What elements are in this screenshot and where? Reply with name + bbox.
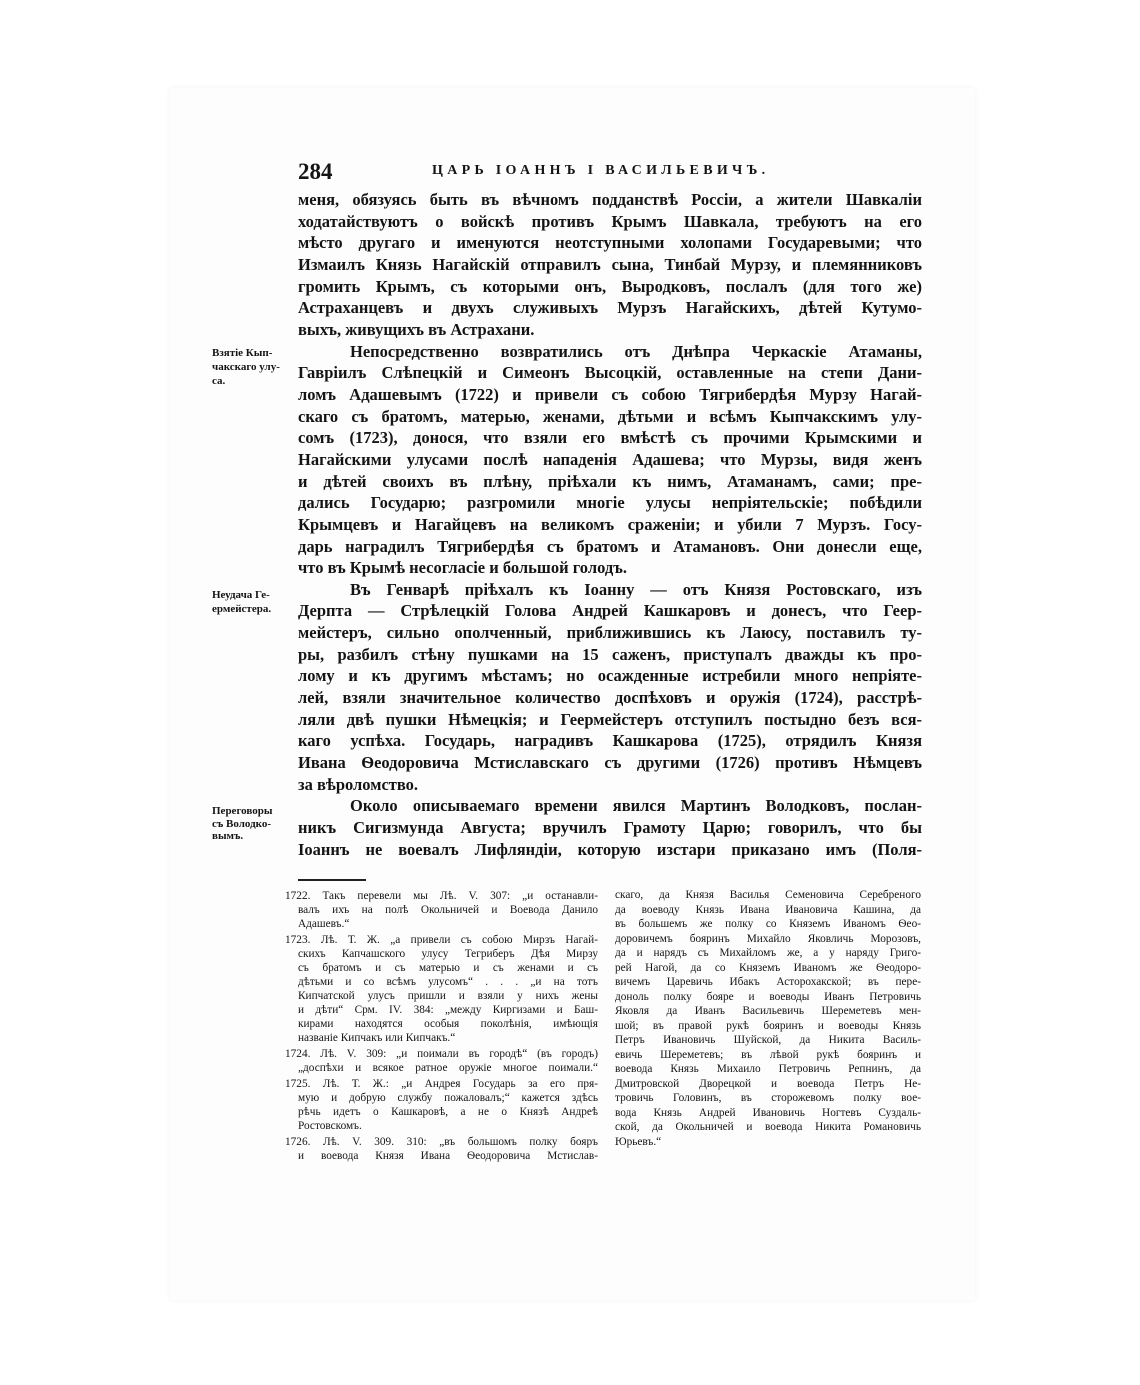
footnote-line: и воевода Князя Ивана Ѳеодоровича Мстислав- bbox=[298, 1150, 598, 1162]
page-number: 284 bbox=[298, 159, 333, 184]
body-line: Крымцевъ и Нагайцевъ на великомъ сраженіи; и убили 7 Мурзъ. Госу- bbox=[298, 514, 922, 534]
margin-note-kypchak-ulus bbox=[212, 346, 296, 388]
margin-note-heermeister-failure bbox=[212, 588, 296, 616]
footnote-line: названіе Кипчакъ или Кипчакъ.“ bbox=[298, 1032, 456, 1044]
body-line: выхъ, живущихъ въ Астрахани. bbox=[298, 319, 535, 339]
footnote-line: шой; въ правой рукѣ бояринъ и воеводы Князь bbox=[615, 1019, 921, 1032]
footnote-line: скихъ Капчашского улусу Тегриберъ Дѣя Мирзу bbox=[298, 948, 598, 960]
margin-note-line: чакскаго улу- bbox=[212, 361, 280, 373]
footnote-line: вода Князь Андрей Ивановичь Ногтевъ Суздаль- bbox=[615, 1106, 921, 1119]
body-line: Непосредственно возвратились отъ Днѣпра Черкаскіе Атаманы, bbox=[350, 341, 922, 361]
body-line: дарь наградилъ Тягрибердѣя съ братомъ и Атамановъ. Они донесли еще, bbox=[298, 536, 922, 556]
body-line: никъ Сигизмунда Августа; вручилъ Грамоту Царю; говорилъ, что бы bbox=[298, 818, 922, 838]
footnote-line: Дмитровской Дворецкой и воевода Петръ Не- bbox=[615, 1077, 921, 1090]
footnote-line: въ большемъ же полку со Княземъ Иваномъ Ѳео- bbox=[615, 918, 921, 930]
footnote-line: валъ ихъ на полѣ Окольничей и Воевода Данило bbox=[298, 904, 598, 916]
body-line: ломъ Адашевымъ (1722) и привели съ собою Тягрибердѣя Мурзу Нагай- bbox=[298, 384, 922, 404]
footnotes-right-column bbox=[615, 888, 921, 1149]
body-line: Астраханцевъ и двухъ служивыхъ Мурзъ Нагайскихъ, дѣтей Кутумо- bbox=[298, 298, 922, 318]
body-line: лей, взяли значительное количество доспѣховъ и оружія (1724), расстрѣ- bbox=[298, 688, 922, 708]
footnote-line: кирами находятся особыя поколѣнія, имѣющія bbox=[298, 1018, 598, 1030]
footnote-line: да воеводу Князь Ивана Ивановича Кашина, да bbox=[615, 903, 921, 916]
body-line: Дерпта — Стрѣлецкій Голова Андрей Кашкаровъ и донесъ, что Геер- bbox=[298, 601, 922, 621]
running-title: ЦАРЬ ІОАННЪ І ВАСИЛЬЕВИЧЪ. bbox=[432, 163, 770, 178]
body-line: Въ Генварѣ пріѣхалъ къ Іоанну — отъ Князя Ростовскаго, изъ bbox=[350, 579, 922, 599]
footnote-line: и дѣти“ Срм. IV. 384: „между Киргизами и Баш- bbox=[298, 1004, 598, 1016]
footnote-line: воевода Князь Михаило Петровичь Репнинъ, да bbox=[615, 1063, 921, 1075]
body-line: и дѣтей своихъ въ плѣну, пріѣхали къ нимъ, Атаманамъ, сами; пре- bbox=[298, 471, 922, 491]
body-line: мѣсто другаго и именуются неотступными холопами Государевыми; что bbox=[298, 233, 922, 253]
footnote-line: 1726. Лѣ. V. 309. 310: „въ большомъ полку бояръ bbox=[285, 1136, 598, 1148]
body-line: каго успѣха. Государь, наградивъ Кашкарова (1725), отрядилъ Князя bbox=[298, 731, 922, 751]
footnote-line: 1723. Лѣ. Т. Ж. „а привели съ собою Мирзъ Нагай- bbox=[285, 934, 598, 946]
footnote-line: рей Нагой, да со Княземъ Иваномъ же Ѳеодоро- bbox=[615, 961, 921, 974]
footnote-line: 1724. Лѣ. V. 309: „и поимали въ городѣ“ (въ городъ) bbox=[285, 1048, 598, 1060]
footnote-line: доноль полку бояре и воеводы Иванъ Петровичь bbox=[615, 990, 921, 1003]
footnote-line: тровичь Головинъ, въ сторожевомъ полку вое- bbox=[615, 1092, 921, 1104]
body-line: скаго съ братомъ, матерью, женами, дѣтьми и всѣмъ Кыпчакскимъ улу- bbox=[298, 406, 922, 426]
margin-note-line: Переговоры bbox=[212, 805, 273, 817]
footnote-line: Яковля да Иванъ Васильевичь Шереметевъ мен- bbox=[615, 1005, 921, 1017]
footnote-line: съ братомъ и съ матерью и съ женами и съ bbox=[298, 962, 598, 974]
body-line: Измаилъ Князь Нагайскій отправилъ сына, Тинбай Мурзу, и племянниковъ bbox=[298, 254, 922, 274]
body-line: за вѣроломство. bbox=[298, 774, 419, 794]
footnote-line: Ростовскомъ. bbox=[298, 1120, 362, 1132]
body-line: меня, обязуясь быть въ вѣчномъ подданствѣ Россіи, а жители Шавкаліи bbox=[298, 190, 922, 209]
margin-note-line: вымъ. bbox=[212, 830, 244, 842]
body-line: дались Государю; разгромили многіе улусы непріятельскіе; побѣдили bbox=[298, 493, 922, 513]
body-line: Іоаннъ не воевалъ Лифляндіи, которую изстари приказано имъ (Поля- bbox=[298, 839, 922, 859]
body-line: Около описываемаго времени явился Мартинъ Володковъ, послан- bbox=[350, 796, 922, 816]
body-line: мейстеръ, сильно ополченный, приближившись къ Лаюсу, поставилъ ту- bbox=[298, 623, 922, 643]
main-text bbox=[298, 189, 922, 860]
footnote-line: да и нарядъ съ Михайломъ же, а у наряду Григо- bbox=[615, 947, 921, 959]
footnote-rule bbox=[298, 879, 366, 881]
footnote-line: Кипчатской улусъ пришли и взяли у нихъ жены bbox=[298, 990, 598, 1002]
footnote-line: рѣчь идетъ о Кашкаровѣ, а не о Князѣ Андреѣ bbox=[298, 1106, 598, 1118]
body-line: сомъ (1723), донося, что взяли его вмѣстѣ съ прочими Крымскими и bbox=[298, 428, 922, 448]
footnote-line: евичь Шереметевъ; въ лѣвой рукѣ бояринъ и bbox=[615, 1048, 921, 1061]
footnote-line: „доспѣхи и всякое ратное оружіе многое поимали.“ bbox=[298, 1062, 598, 1074]
body-line: что въ Крымѣ несогласіе и большой голодъ. bbox=[298, 558, 627, 578]
body-line: громить Крымъ, съ которыми онъ, Выродковъ, послалъ (для того же) bbox=[298, 276, 922, 296]
footnote-line: вичемъ Царевичь Ибакъ Асторохакской; въ пере- bbox=[615, 976, 921, 988]
footnote-line: скаго, да Князя Василья Семеновича Серебреного bbox=[615, 889, 921, 901]
footnote-line: дѣтьми и со всѣмъ улусомъ“ . . . „и на тотъ bbox=[298, 976, 598, 988]
margin-note-line: Неудача Ге- bbox=[212, 589, 270, 601]
body-line: Гавріилъ Слѣпецкій и Симеонъ Высоцкій, оставленные на степи Дани- bbox=[298, 363, 922, 383]
footnote-line: 1722. Такъ перевели мы Лѣ. V. 307: „и останавли- bbox=[285, 890, 598, 902]
margin-note-line: са. bbox=[212, 375, 226, 387]
margin-note-line: съ Володко- bbox=[212, 817, 272, 830]
body-line: ляли двѣ пушки Нѣмецкія; и Геермейстеръ отступилъ постыдно безъ вся- bbox=[298, 709, 922, 729]
footnote-line: 1725. Лѣ. Т. Ж.: „и Андрея Государь за его пря- bbox=[285, 1078, 598, 1090]
margin-note-line: ермейстера. bbox=[212, 603, 272, 615]
body-line: ходатайствуютъ о войскѣ противъ Крымъ Шавкала, требуютъ на его bbox=[298, 211, 922, 231]
footnote-line: Юрьевъ.“ bbox=[615, 1135, 662, 1148]
footnote-line: Адашевъ.“ bbox=[298, 918, 350, 930]
footnote-line: доровичемъ бояринъ Михайло Яковличь Морозовъ, bbox=[615, 932, 921, 945]
footnotes-left-column bbox=[285, 889, 598, 1163]
margin-note-line: Взятіе Кып- bbox=[212, 347, 273, 359]
body-line: ры, разбилъ стѣну пушками на 15 саженъ, приступалъ дважды къ про- bbox=[298, 644, 922, 664]
footnote-line: ской, да Окольничей и воевода Никита Романовичь bbox=[615, 1121, 921, 1133]
body-line: лому и къ другимъ мѣстамъ; но осажденные истребили много непріяте- bbox=[298, 666, 922, 686]
body-line: Нагайскими улусами послѣ нападенія Адашева; что Мурзы, видя женъ bbox=[298, 449, 922, 469]
footnote-line: Петръ Ивановичь Шуйской, да Никита Василь- bbox=[615, 1034, 921, 1046]
margin-note-negotiations bbox=[212, 805, 296, 843]
body-line: Ивана Ѳеодоровича Мстиславскаго съ другими (1726) противъ Нѣмцевъ bbox=[298, 753, 922, 773]
footnote-line: мую и добрую службу пожаловалъ;“ кажется здѣсь bbox=[298, 1092, 598, 1104]
